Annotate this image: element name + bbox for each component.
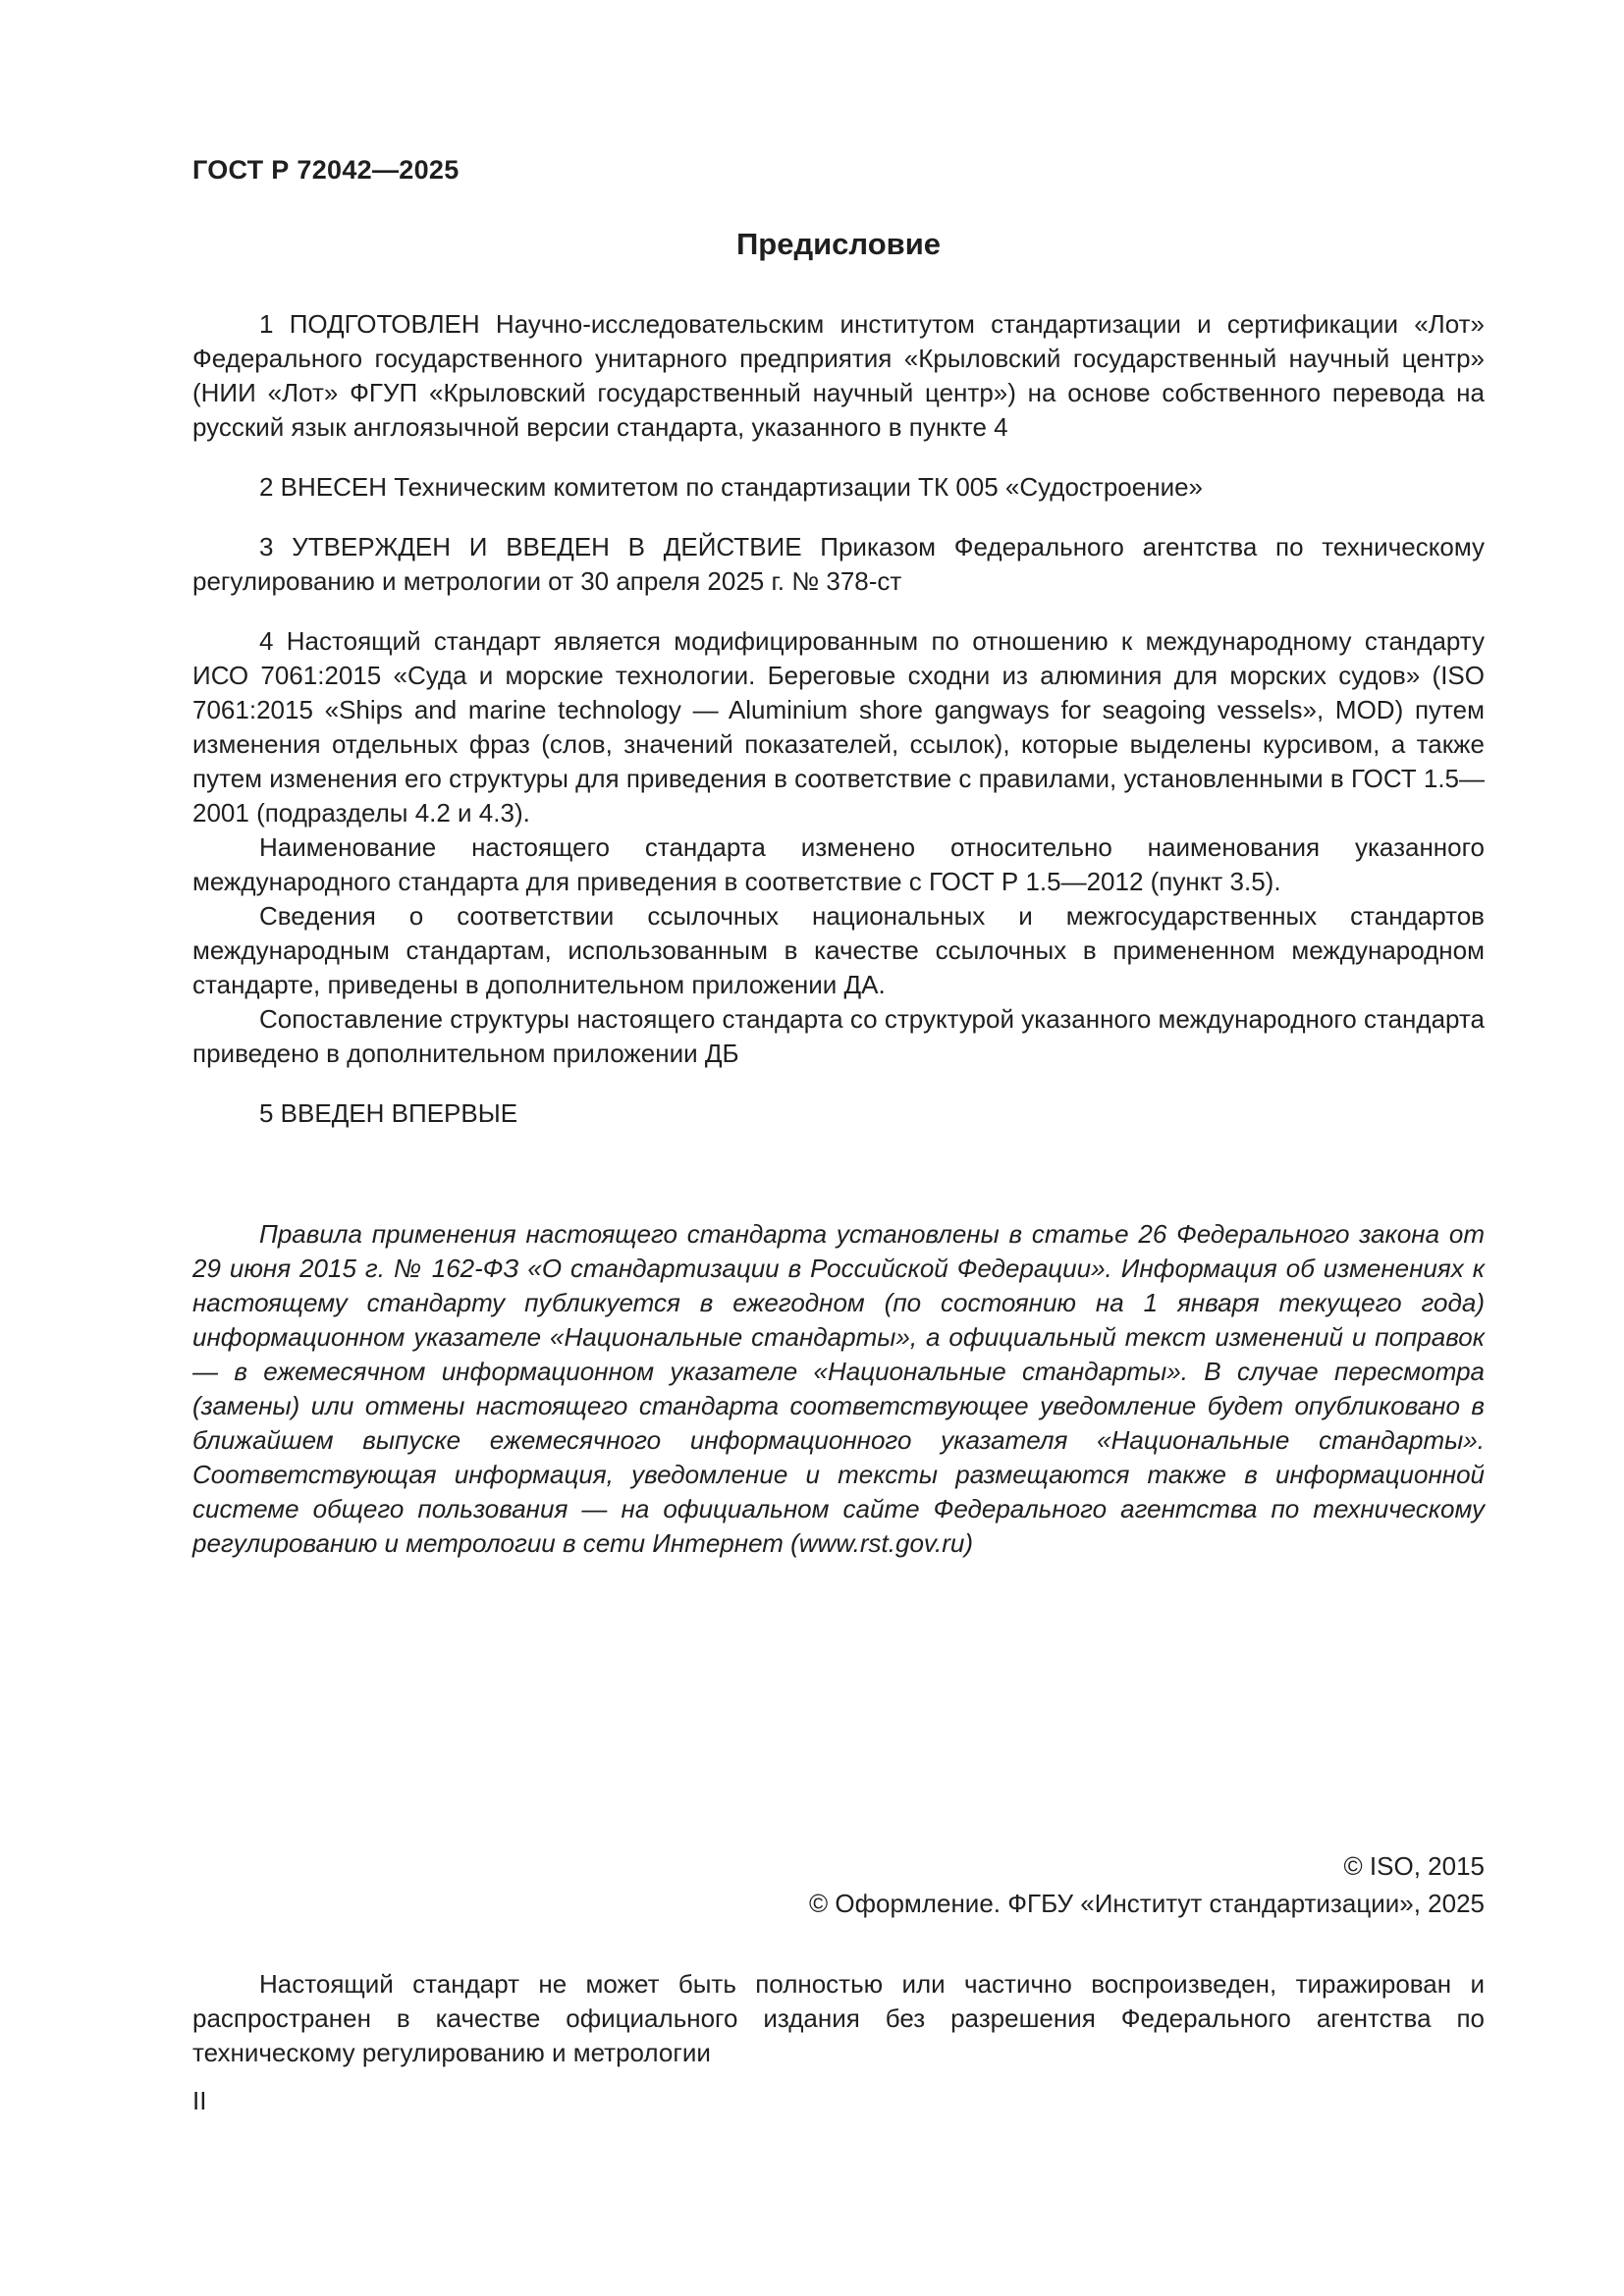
foreword-item-2: 2 ВНЕСЕН Техническим комитетом по стандартизации ТК 005 «Судостроение»	[259, 472, 1204, 502]
application-rules-notice: Правила применения настоящего стандарта установлены в статье 26 Федерального закона от 29 июня 2015 г. № 162-ФЗ «О стандартизации в Российской Федерации». Информация об изменениях к настоящему стандарту публикуется в ежегодном (по состоянию на 1 января текущего года) информационном указателе «Национальные стандарты», а официальный текст изменений и поправок — в ежемесячном информационном указателе «Национальные стандарты». В случае пересмотра (замены) или отмены настоящего стандарта соответствующее уведомление будет опубликовано в ближайшем выпуске ежемесячного информационного указателя «Национальные стандарты». Соответствующая информация, уведомление и тексты размещаются также в информационной системе общего пользования — на официальном сайте Федерального агентства по техническому регулированию и метрологии в сети Интернет (www.rst.gov.ru)	[192, 1219, 1485, 1558]
foreword-item-4-paragraph-1: 4 Настоящий стандарт является модифицированным по отношению к международному стандарту ИСО 7061:2015 «Суда и морские технологии. Береговые сходни из алюминия для морских судов» (ISO 7061:2015 «Ships and marine technology — Aluminium shore gangways for seagoing vessels», MOD) путем изменения отдельных фраз (слов, значений показателей, ссылок), которые выделены курсивом, а также путем изменения его структуры для приведения в соответствие с правилами, установленными в ГОСТ 1.5—2001 (подразделы 4.2 и 4.3).	[192, 626, 1485, 828]
copyright-iso: © ISO, 2015	[1343, 1851, 1485, 1881]
foreword-section	[192, 307, 1485, 1131]
reproduction-restriction-note: Настоящий стандарт не может быть полностью или частично воспроизведен, тиражирован и распространен в качестве официального издания без разрешения Федерального агентства по техническому регулированию и метрологии	[192, 1969, 1485, 2067]
foreword-item-3: 3 УТВЕРЖДЕН И ВВЕДЕН В ДЕЙСТВИЕ Приказом Федерального агентства по техническому регулированию и метрологии от 30 апреля 2025 г. № 378-ст	[192, 532, 1485, 596]
foreword-item-1: 1 ПОДГОТОВЛЕН Научно-исследовательским институтом стандартизации и сертификации «Лот» Федерального государственного унитарного предприятия «Крыловский государственный научный центр» (НИИ «Лот» ФГУП «Крыловский государственный научный центр») на основе собственного перевода на русский язык англоязычной версии стандарта, указанного в пункте 4	[192, 309, 1485, 442]
document-code: ГОСТ Р 72042—2025	[192, 155, 460, 185]
foreword-item-4-paragraph-2: Наименование настоящего стандарта изменено относительно наименования указанного международного стандарта для приведения в соответствие с ГОСТ Р 1.5—2012 (пункт 3.5).	[192, 832, 1485, 896]
page-title: Предисловие	[735, 227, 941, 261]
page-footer-block	[192, 1847, 1485, 2116]
copyright-design: © Оформление. ФГБУ «Институт стандартизации», 2025	[809, 1889, 1485, 1918]
page-number: II	[192, 2086, 207, 2115]
foreword-item-4-paragraph-3: Сведения о соответствии ссылочных национальных и межгосударственных стандартов международным стандартам, использованным в качестве ссылочных в примененном международном стандарте, приведены в дополнительном приложении ДА.	[192, 901, 1485, 999]
foreword-item-4-paragraph-4: Сопоставление структуры настоящего стандарта со структурой указанного международного стандарта приведено в дополнительном приложении ДБ	[192, 1004, 1485, 1068]
copyright-block	[192, 1847, 1485, 1922]
foreword-item-5: 5 ВВЕДЕН ВПЕРВЫЕ	[259, 1098, 518, 1128]
